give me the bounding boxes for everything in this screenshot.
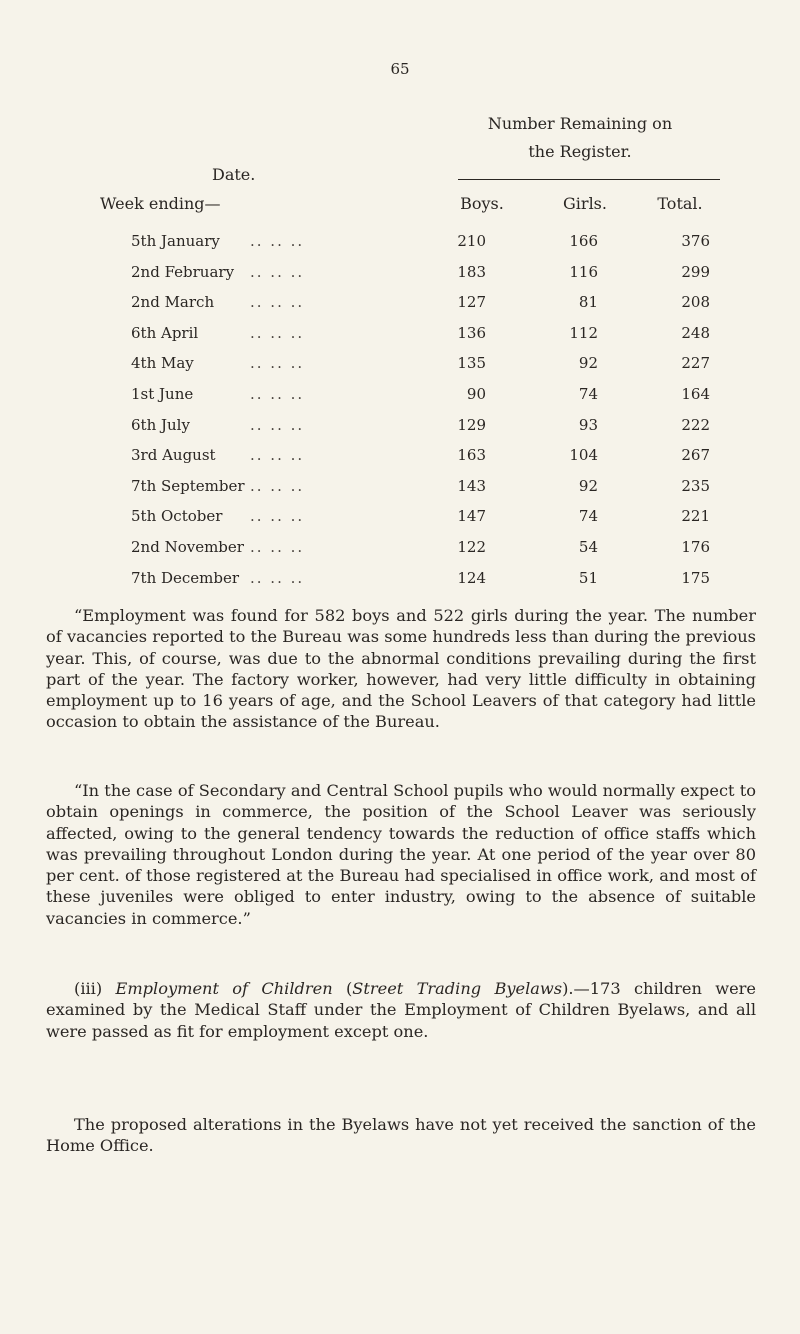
column-header-total: Total. (657, 194, 703, 213)
row-girls: 92 (578, 354, 598, 373)
row-total: 376 (681, 232, 710, 250)
row-girls: 93 (578, 415, 598, 434)
row-date: 7th December (131, 568, 240, 587)
row-boys: 135 (457, 354, 486, 373)
table-row: 4th May .. .. .. 135 92 227 (131, 354, 710, 373)
table-row: 2nd November .. .. .. 122 54 176 (131, 537, 710, 556)
group-header-line1: Number Remaining on (487, 114, 673, 133)
table-row: 1st June .. .. .. 90 74 164 (131, 384, 710, 403)
row-boys: 143 (457, 476, 486, 495)
table-row: 6th April .. .. .. 136 112 248 (131, 323, 710, 342)
row-date: 5th January (131, 232, 220, 250)
table-body (0, 232, 800, 599)
paragraph-street-trading (46, 978, 756, 1042)
table-row: 7th December .. .. .. 124 51 175 (131, 568, 710, 587)
paragraph-employment-found: “Employment was found for 582 boys and 522 girls during the year. The number of vacancies reported to the Bureau was some hundreds less than during the previous year. This, of course, was due to the abnormal conditions prevailing during the first part of the year. The factory worker, however, had very little difficulty in obtaining employment up to 16 years of age, and the School Leavers of that category had little occasion to obtain the assistance of the Bureau. (46, 606, 756, 732)
table-row: 2nd March .. .. .. 127 81 208 (131, 293, 710, 312)
row-girls: 74 (578, 384, 598, 403)
table-row: 7th September .. .. .. 143 92 235 (131, 476, 710, 495)
row-girls: 92 (578, 476, 598, 495)
paren-open: ( (332, 979, 353, 998)
row-boys: 183 (457, 262, 486, 281)
table-row: 5th January .. .. .. 210 166 376 (131, 232, 710, 250)
row-date: 4th May (131, 354, 194, 373)
column-header-girls: Girls. (563, 194, 607, 213)
row-girls: 54 (578, 537, 598, 556)
paragraph-byelaws: The proposed alterations in the Byelaws have not yet received the sanction of the Home Office. (46, 1115, 756, 1156)
row-girls: 116 (569, 262, 598, 281)
row-date: 5th October (131, 507, 223, 526)
row-boys: 122 (457, 537, 486, 556)
row-total: 208 (681, 293, 710, 312)
row-date: 2nd November (131, 537, 244, 556)
row-boys: 147 (457, 507, 486, 526)
row-girls: 112 (569, 323, 598, 342)
row-date: 1st June (131, 384, 194, 403)
row-total: 221 (681, 507, 710, 526)
row-boys: 124 (457, 568, 486, 587)
row-total: 164 (681, 384, 710, 403)
row-date: 7th September (131, 476, 245, 495)
table-row: 2nd February .. .. .. 183 116 299 (131, 262, 710, 281)
paragraph-secondary-schools: “In the case of Secondary and Central School pupils who would normally expect to obtain openings in commerce, the position of the School Leaver was seriously affected, owing to the general tendency towards the reduction of office staffs which was prevailing throughout London during the year. At one period of the year over 80 per cent. of those registered at the Bureau had specialised in office work, and most of these juveniles were obliged to enter industry, owing to the absence of suitable vacancies in commerce.” (46, 781, 756, 928)
row-girls: 81 (578, 293, 598, 312)
row-boys: 210 (457, 232, 486, 250)
table-row: 3rd August .. .. .. 163 104 267 (131, 446, 710, 465)
section-number: (iii) (74, 979, 116, 998)
section-title: Employment of Children (115, 979, 333, 998)
row-total: 267 (681, 446, 710, 465)
row-date: 3rd August (131, 446, 216, 465)
row-girls: 51 (578, 568, 598, 587)
row-boys: 90 (466, 384, 486, 403)
row-boys: 163 (457, 446, 486, 465)
table-row: 6th July .. .. .. 129 93 222 (131, 415, 710, 434)
column-header-boys: Boys. (460, 194, 504, 213)
row-girls: 166 (569, 232, 598, 250)
row-girls: 104 (569, 446, 598, 465)
section-subtitle: Street Trading Byelaws (352, 979, 563, 998)
section-body: .—173 children were examined by the Medical Staff under the Employment of Children Byelaws, and all were passed as fit for employment except one. (46, 979, 756, 1041)
row-date: 2nd March (131, 293, 215, 312)
row-total: 235 (681, 476, 710, 495)
row-date: 2nd February (131, 262, 235, 281)
date-header: Date. (212, 165, 256, 184)
row-total: 227 (681, 354, 710, 373)
row-boys: 129 (457, 415, 486, 434)
row-date: 6th April (131, 323, 199, 342)
row-girls: 74 (578, 507, 598, 526)
paren-close: ) (562, 979, 569, 998)
row-total: 176 (681, 537, 710, 556)
row-total: 175 (681, 568, 710, 587)
week-ending-header: Week ending— (100, 194, 221, 213)
group-header-line2: the Register. (528, 142, 632, 161)
row-boys: 136 (457, 323, 486, 342)
page-number: 65 (390, 60, 410, 78)
row-total: 299 (681, 262, 710, 281)
row-boys: 127 (457, 293, 486, 312)
row-total: 248 (681, 323, 710, 342)
table-row: 5th October .. .. .. 147 74 221 (131, 507, 710, 526)
header-rule (458, 179, 720, 180)
row-date: 6th July (131, 415, 190, 434)
row-total: 222 (681, 415, 710, 434)
table-group-header (440, 110, 720, 166)
